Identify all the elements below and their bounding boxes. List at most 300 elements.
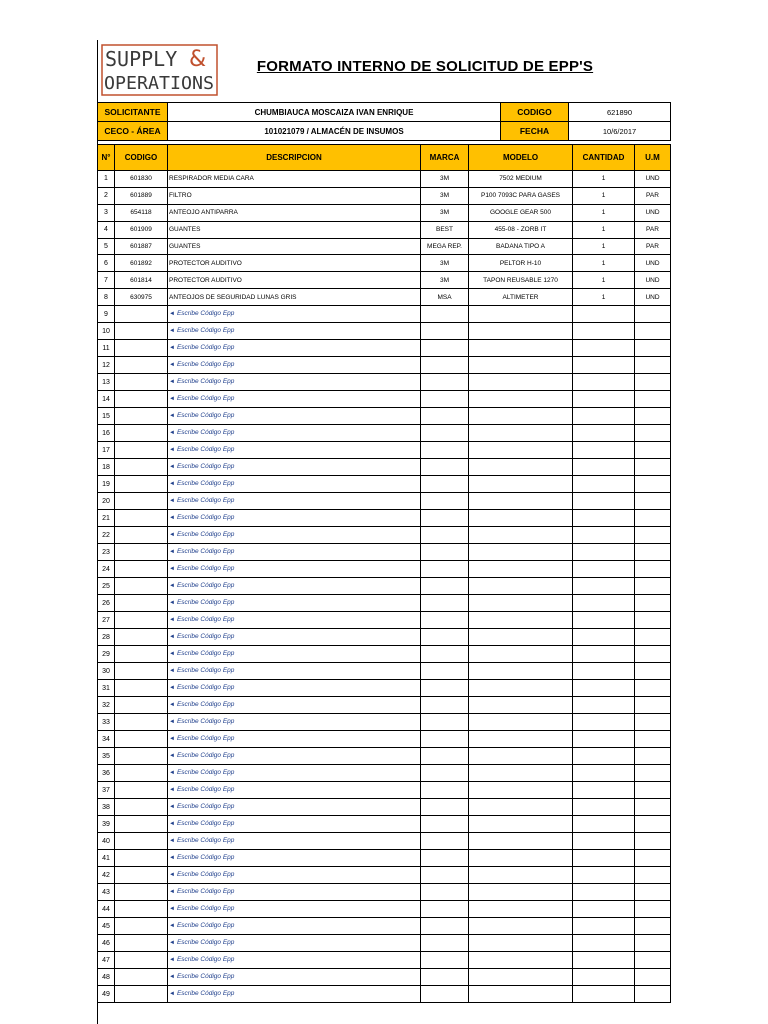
cell-marca[interactable] [421, 986, 469, 1003]
cell-marca[interactable]: BEST [421, 221, 469, 238]
cell-descripcion[interactable] [168, 833, 421, 850]
cell-um[interactable] [635, 680, 671, 697]
cell-codigo[interactable] [115, 833, 168, 850]
cell-modelo[interactable]: TAPON REUSABLE 1270 [469, 272, 573, 289]
cell-um[interactable]: UND [635, 272, 671, 289]
cell-descripcion[interactable] [168, 510, 421, 527]
cell-descripcion[interactable] [168, 408, 421, 425]
cell-um[interactable] [635, 986, 671, 1003]
cell-codigo[interactable] [115, 476, 168, 493]
cell-cantidad[interactable]: 1 [573, 187, 635, 204]
cell-codigo[interactable] [115, 986, 168, 1003]
code-placeholder: Escribe Código Epp [176, 684, 235, 692]
cell-codigo[interactable] [115, 527, 168, 544]
cell-codigo[interactable] [115, 646, 168, 663]
cell-descripcion[interactable] [168, 867, 421, 884]
cell-marca[interactable] [421, 425, 469, 442]
cell-um[interactable] [635, 493, 671, 510]
cell-modelo[interactable]: GOOGLE GEAR 500 [469, 204, 573, 221]
cell-um[interactable] [635, 884, 671, 901]
cell-descripcion[interactable] [168, 476, 421, 493]
cell-marca[interactable] [421, 459, 469, 476]
cell-marca[interactable] [421, 952, 469, 969]
cell-um[interactable] [635, 306, 671, 323]
cell-cantidad[interactable] [573, 374, 635, 391]
cell-marca[interactable]: MSA [421, 289, 469, 306]
cell-descripcion[interactable] [168, 595, 421, 612]
cell-um[interactable]: UND [635, 289, 671, 306]
cell-um[interactable] [635, 799, 671, 816]
cell-um[interactable] [635, 578, 671, 595]
cell-codigo[interactable] [115, 816, 168, 833]
cell-cantidad[interactable]: 1 [573, 272, 635, 289]
cell-modelo[interactable] [469, 459, 573, 476]
cell-cantidad[interactable] [573, 544, 635, 561]
cell-um[interactable] [635, 561, 671, 578]
cell-cantidad[interactable] [573, 391, 635, 408]
cell-marca[interactable]: 3M [421, 171, 469, 188]
cell-descripcion[interactable] [168, 323, 421, 340]
cell-modelo[interactable] [469, 714, 573, 731]
cell-descripcion[interactable] [168, 374, 421, 391]
cell-codigo[interactable] [115, 714, 168, 731]
cell-codigo[interactable] [115, 323, 168, 340]
cell-codigo[interactable] [115, 374, 168, 391]
cell-codigo[interactable] [115, 935, 168, 952]
cell-marca[interactable] [421, 867, 469, 884]
cell-codigo[interactable] [115, 442, 168, 459]
cell-um[interactable] [635, 442, 671, 459]
cell-codigo[interactable] [115, 578, 168, 595]
cell-modelo[interactable] [469, 799, 573, 816]
cell-cantidad[interactable] [573, 425, 635, 442]
cell-um[interactable] [635, 629, 671, 646]
cell-modelo[interactable] [469, 986, 573, 1003]
cell-cantidad[interactable] [573, 459, 635, 476]
cell-marca[interactable] [421, 969, 469, 986]
cell-codigo[interactable] [115, 918, 168, 935]
cell-um[interactable] [635, 765, 671, 782]
cell-um[interactable] [635, 782, 671, 799]
cell-modelo[interactable] [469, 765, 573, 782]
cell-modelo[interactable] [469, 748, 573, 765]
cell-modelo[interactable] [469, 578, 573, 595]
cell-cantidad[interactable] [573, 901, 635, 918]
cell-marca[interactable] [421, 646, 469, 663]
cell-marca[interactable] [421, 544, 469, 561]
cell-descripcion[interactable]: RESPIRADOR MEDIA CARA [168, 171, 421, 188]
cell-descripcion[interactable] [168, 782, 421, 799]
cell-marca[interactable] [421, 697, 469, 714]
cell-modelo[interactable]: 455-08 - ZORB IT [469, 221, 573, 238]
cell-descripcion[interactable] [168, 697, 421, 714]
cell-um[interactable] [635, 510, 671, 527]
cell-codigo[interactable] [115, 969, 168, 986]
cell-cantidad[interactable] [573, 612, 635, 629]
cell-descripcion[interactable] [168, 816, 421, 833]
cell-marca[interactable] [421, 765, 469, 782]
cell-marca[interactable] [421, 901, 469, 918]
cell-marca[interactable] [421, 782, 469, 799]
cell-codigo[interactable]: 654118 [115, 204, 168, 221]
cell-codigo[interactable] [115, 748, 168, 765]
cell-descripcion[interactable] [168, 714, 421, 731]
cell-codigo[interactable] [115, 850, 168, 867]
cell-marca[interactable] [421, 850, 469, 867]
cell-um[interactable]: PAR [635, 221, 671, 238]
cell-modelo[interactable] [469, 476, 573, 493]
cell-codigo[interactable] [115, 340, 168, 357]
cell-modelo[interactable] [469, 867, 573, 884]
cell-cantidad[interactable] [573, 782, 635, 799]
cell-um[interactable] [635, 425, 671, 442]
cell-cantidad[interactable] [573, 884, 635, 901]
cell-codigo[interactable] [115, 561, 168, 578]
cell-um[interactable]: PAR [635, 238, 671, 255]
cell-cantidad[interactable] [573, 629, 635, 646]
cell-descripcion[interactable] [168, 935, 421, 952]
cell-um[interactable] [635, 901, 671, 918]
cell-codigo[interactable]: 601889 [115, 187, 168, 204]
cell-marca[interactable]: MEGA REP. [421, 238, 469, 255]
cell-um[interactable] [635, 595, 671, 612]
cell-codigo[interactable] [115, 357, 168, 374]
cell-descripcion[interactable] [168, 612, 421, 629]
cell-cantidad[interactable] [573, 731, 635, 748]
cell-um[interactable] [635, 952, 671, 969]
cell-um[interactable] [635, 833, 671, 850]
cell-um[interactable] [635, 748, 671, 765]
cell-cantidad[interactable] [573, 833, 635, 850]
cell-descripcion[interactable]: PROTECTOR AUDITIVO [168, 272, 421, 289]
cell-marca[interactable] [421, 935, 469, 952]
cell-um[interactable] [635, 340, 671, 357]
cell-um[interactable] [635, 646, 671, 663]
cell-cantidad[interactable] [573, 340, 635, 357]
cell-marca[interactable] [421, 493, 469, 510]
cell-codigo[interactable] [115, 459, 168, 476]
cell-descripcion[interactable]: ANTEOJOS DE SEGURIDAD LUNAS GRIS [168, 289, 421, 306]
cell-modelo[interactable] [469, 952, 573, 969]
cell-cantidad[interactable] [573, 306, 635, 323]
solicitante-value[interactable]: CHUMBIAUCA MOSCAIZA IVAN ENRIQUE [168, 103, 501, 122]
cell-codigo[interactable] [115, 493, 168, 510]
cell-descripcion[interactable]: GUANTES [168, 221, 421, 238]
cell-cantidad[interactable] [573, 510, 635, 527]
cell-modelo[interactable] [469, 884, 573, 901]
cell-descripcion[interactable] [168, 663, 421, 680]
cell-descripcion[interactable] [168, 680, 421, 697]
cell-descripcion[interactable] [168, 901, 421, 918]
cell-codigo[interactable] [115, 306, 168, 323]
cell-marca[interactable] [421, 816, 469, 833]
cell-modelo[interactable] [469, 969, 573, 986]
cell-um[interactable] [635, 816, 671, 833]
cell-marca[interactable] [421, 408, 469, 425]
cell-modelo[interactable] [469, 340, 573, 357]
cell-um[interactable] [635, 918, 671, 935]
cell-modelo[interactable] [469, 935, 573, 952]
cell-marca[interactable] [421, 918, 469, 935]
cell-cantidad[interactable] [573, 748, 635, 765]
cell-marca[interactable] [421, 629, 469, 646]
cell-um[interactable]: UND [635, 255, 671, 272]
cell-descripcion[interactable] [168, 306, 421, 323]
cell-marca[interactable] [421, 357, 469, 374]
cell-marca[interactable] [421, 323, 469, 340]
cell-modelo[interactable] [469, 901, 573, 918]
cell-um[interactable] [635, 374, 671, 391]
cell-descripcion[interactable] [168, 544, 421, 561]
cell-descripcion[interactable] [168, 765, 421, 782]
cell-cantidad[interactable]: 1 [573, 238, 635, 255]
cell-descripcion[interactable] [168, 748, 421, 765]
cell-cantidad[interactable]: 1 [573, 171, 635, 188]
cell-codigo[interactable] [115, 799, 168, 816]
cell-um[interactable] [635, 850, 671, 867]
cell-cantidad[interactable] [573, 493, 635, 510]
cell-modelo[interactable] [469, 323, 573, 340]
cell-modelo[interactable] [469, 408, 573, 425]
cell-marca[interactable] [421, 714, 469, 731]
cell-cantidad[interactable] [573, 969, 635, 986]
cell-codigo[interactable]: 601830 [115, 171, 168, 188]
cell-descripcion[interactable] [168, 850, 421, 867]
cell-descripcion[interactable] [168, 969, 421, 986]
cell-codigo[interactable] [115, 612, 168, 629]
cell-descripcion[interactable] [168, 561, 421, 578]
cell-marca[interactable] [421, 374, 469, 391]
cell-marca[interactable] [421, 833, 469, 850]
cell-cantidad[interactable] [573, 952, 635, 969]
cell-codigo[interactable] [115, 867, 168, 884]
cell-cantidad[interactable] [573, 323, 635, 340]
cell-modelo[interactable] [469, 816, 573, 833]
cell-descripcion[interactable] [168, 459, 421, 476]
cell-um[interactable]: UND [635, 171, 671, 188]
cell-codigo[interactable] [115, 901, 168, 918]
cell-marca[interactable] [421, 306, 469, 323]
cell-um[interactable] [635, 714, 671, 731]
cell-cantidad[interactable] [573, 799, 635, 816]
cell-modelo[interactable] [469, 425, 573, 442]
cell-cantidad[interactable] [573, 408, 635, 425]
cell-modelo[interactable] [469, 697, 573, 714]
cell-cantidad[interactable] [573, 935, 635, 952]
cell-descripcion[interactable]: FILTRO [168, 187, 421, 204]
cell-descripcion[interactable]: GUANTES [168, 238, 421, 255]
cell-modelo[interactable] [469, 612, 573, 629]
cell-modelo[interactable] [469, 357, 573, 374]
cell-cantidad[interactable] [573, 986, 635, 1003]
cell-marca[interactable] [421, 527, 469, 544]
cell-cantidad[interactable]: 1 [573, 221, 635, 238]
cell-marca[interactable]: 3M [421, 204, 469, 221]
cell-descripcion[interactable] [168, 629, 421, 646]
cell-modelo[interactable] [469, 374, 573, 391]
cell-marca[interactable] [421, 578, 469, 595]
cell-cantidad[interactable] [573, 595, 635, 612]
cell-codigo[interactable] [115, 765, 168, 782]
cell-marca[interactable] [421, 884, 469, 901]
cell-cantidad[interactable] [573, 918, 635, 935]
cell-um[interactable] [635, 476, 671, 493]
cell-codigo[interactable] [115, 680, 168, 697]
cell-cantidad[interactable] [573, 578, 635, 595]
cell-descripcion[interactable] [168, 391, 421, 408]
cell-marca[interactable] [421, 510, 469, 527]
cell-codigo[interactable]: 601887 [115, 238, 168, 255]
cell-um[interactable] [635, 697, 671, 714]
cell-marca[interactable] [421, 748, 469, 765]
cell-descripcion[interactable] [168, 986, 421, 1003]
cell-modelo[interactable] [469, 680, 573, 697]
cell-descripcion[interactable] [168, 918, 421, 935]
cell-marca[interactable]: 3M [421, 255, 469, 272]
cell-modelo[interactable] [469, 306, 573, 323]
cell-modelo[interactable] [469, 561, 573, 578]
cell-marca[interactable] [421, 612, 469, 629]
cell-descripcion[interactable] [168, 493, 421, 510]
cell-cantidad[interactable]: 1 [573, 204, 635, 221]
cell-descripcion[interactable] [168, 527, 421, 544]
fecha-value[interactable]: 10/6/2017 [569, 122, 671, 141]
cell-modelo[interactable] [469, 442, 573, 459]
ceco-value[interactable]: 101021079 / ALMACÉN DE INSUMOS [168, 122, 501, 141]
cell-um[interactable] [635, 867, 671, 884]
cell-codigo[interactable] [115, 408, 168, 425]
cell-um[interactable] [635, 612, 671, 629]
cell-codigo[interactable]: 601909 [115, 221, 168, 238]
cell-modelo[interactable]: 7502 MEDIUM [469, 171, 573, 188]
cell-marca[interactable]: 3M [421, 187, 469, 204]
cell-cantidad[interactable] [573, 663, 635, 680]
cell-codigo[interactable] [115, 782, 168, 799]
cell-descripcion[interactable]: PROTECTOR AUDITIVO [168, 255, 421, 272]
cell-marca[interactable] [421, 680, 469, 697]
cell-modelo[interactable] [469, 629, 573, 646]
cell-cantidad[interactable] [573, 867, 635, 884]
cell-modelo[interactable] [469, 510, 573, 527]
cell-codigo[interactable]: 601892 [115, 255, 168, 272]
cell-cantidad[interactable] [573, 714, 635, 731]
cell-modelo[interactable]: ALTIMETER [469, 289, 573, 306]
cell-codigo[interactable] [115, 544, 168, 561]
cell-modelo[interactable] [469, 850, 573, 867]
cell-modelo[interactable] [469, 731, 573, 748]
cell-codigo[interactable]: 630975 [115, 289, 168, 306]
cell-modelo[interactable] [469, 782, 573, 799]
cell-um[interactable] [635, 935, 671, 952]
cell-um[interactable] [635, 527, 671, 544]
cell-cantidad[interactable] [573, 697, 635, 714]
cell-um[interactable] [635, 357, 671, 374]
cell-modelo[interactable] [469, 595, 573, 612]
cell-descripcion[interactable] [168, 442, 421, 459]
cell-cantidad[interactable] [573, 527, 635, 544]
cell-descripcion[interactable] [168, 425, 421, 442]
cell-descripcion[interactable] [168, 799, 421, 816]
cell-um[interactable] [635, 544, 671, 561]
cell-modelo[interactable] [469, 493, 573, 510]
cell-modelo[interactable]: PELTOR H-10 [469, 255, 573, 272]
cell-cantidad[interactable] [573, 850, 635, 867]
cell-codigo[interactable] [115, 510, 168, 527]
cell-marca[interactable] [421, 799, 469, 816]
cell-cantidad[interactable]: 1 [573, 289, 635, 306]
cell-descripcion[interactable] [168, 731, 421, 748]
cell-marca[interactable]: 3M [421, 272, 469, 289]
cell-um[interactable] [635, 663, 671, 680]
cell-um[interactable] [635, 391, 671, 408]
cell-codigo[interactable] [115, 952, 168, 969]
cell-modelo[interactable] [469, 391, 573, 408]
cell-descripcion[interactable] [168, 357, 421, 374]
cell-um[interactable] [635, 459, 671, 476]
cell-marca[interactable] [421, 663, 469, 680]
cell-codigo[interactable] [115, 595, 168, 612]
cell-um[interactable] [635, 731, 671, 748]
cell-cantidad[interactable] [573, 442, 635, 459]
cell-modelo[interactable] [469, 527, 573, 544]
cell-marca[interactable] [421, 731, 469, 748]
cell-cantidad[interactable] [573, 561, 635, 578]
cell-codigo[interactable] [115, 629, 168, 646]
cell-um[interactable] [635, 408, 671, 425]
cell-cantidad[interactable] [573, 680, 635, 697]
cell-modelo[interactable] [469, 544, 573, 561]
cell-codigo[interactable] [115, 391, 168, 408]
cell-marca[interactable] [421, 391, 469, 408]
cell-marca[interactable] [421, 561, 469, 578]
cell-modelo[interactable]: P100 7093C PARA GASES [469, 187, 573, 204]
cell-cantidad[interactable] [573, 476, 635, 493]
cell-modelo[interactable] [469, 663, 573, 680]
cell-descripcion[interactable] [168, 884, 421, 901]
cell-marca[interactable] [421, 595, 469, 612]
cell-um[interactable] [635, 323, 671, 340]
cell-marca[interactable] [421, 476, 469, 493]
cell-codigo[interactable] [115, 425, 168, 442]
cell-cantidad[interactable] [573, 357, 635, 374]
codigo-value[interactable]: 621890 [569, 103, 671, 122]
cell-codigo[interactable] [115, 731, 168, 748]
cell-um[interactable] [635, 969, 671, 986]
cell-cantidad[interactable] [573, 816, 635, 833]
cell-marca[interactable] [421, 340, 469, 357]
cell-cantidad[interactable] [573, 646, 635, 663]
cell-marca[interactable] [421, 442, 469, 459]
cell-codigo[interactable] [115, 697, 168, 714]
cell-um[interactable]: PAR [635, 187, 671, 204]
cell-modelo[interactable] [469, 918, 573, 935]
cell-codigo[interactable]: 601814 [115, 272, 168, 289]
cell-descripcion[interactable] [168, 952, 421, 969]
cell-n: 32 [98, 697, 115, 714]
cell-codigo[interactable] [115, 663, 168, 680]
cell-descripcion[interactable] [168, 578, 421, 595]
cell-modelo[interactable]: BADANA TIPO A [469, 238, 573, 255]
cell-cantidad[interactable] [573, 765, 635, 782]
cell-descripcion[interactable] [168, 340, 421, 357]
cell-modelo[interactable] [469, 833, 573, 850]
cell-descripcion[interactable] [168, 646, 421, 663]
cell-descripcion[interactable]: ANTEOJO ANTIPARRA [168, 204, 421, 221]
cell-modelo[interactable] [469, 646, 573, 663]
cell-um[interactable]: UND [635, 204, 671, 221]
cell-codigo[interactable] [115, 884, 168, 901]
cell-cantidad[interactable]: 1 [573, 255, 635, 272]
